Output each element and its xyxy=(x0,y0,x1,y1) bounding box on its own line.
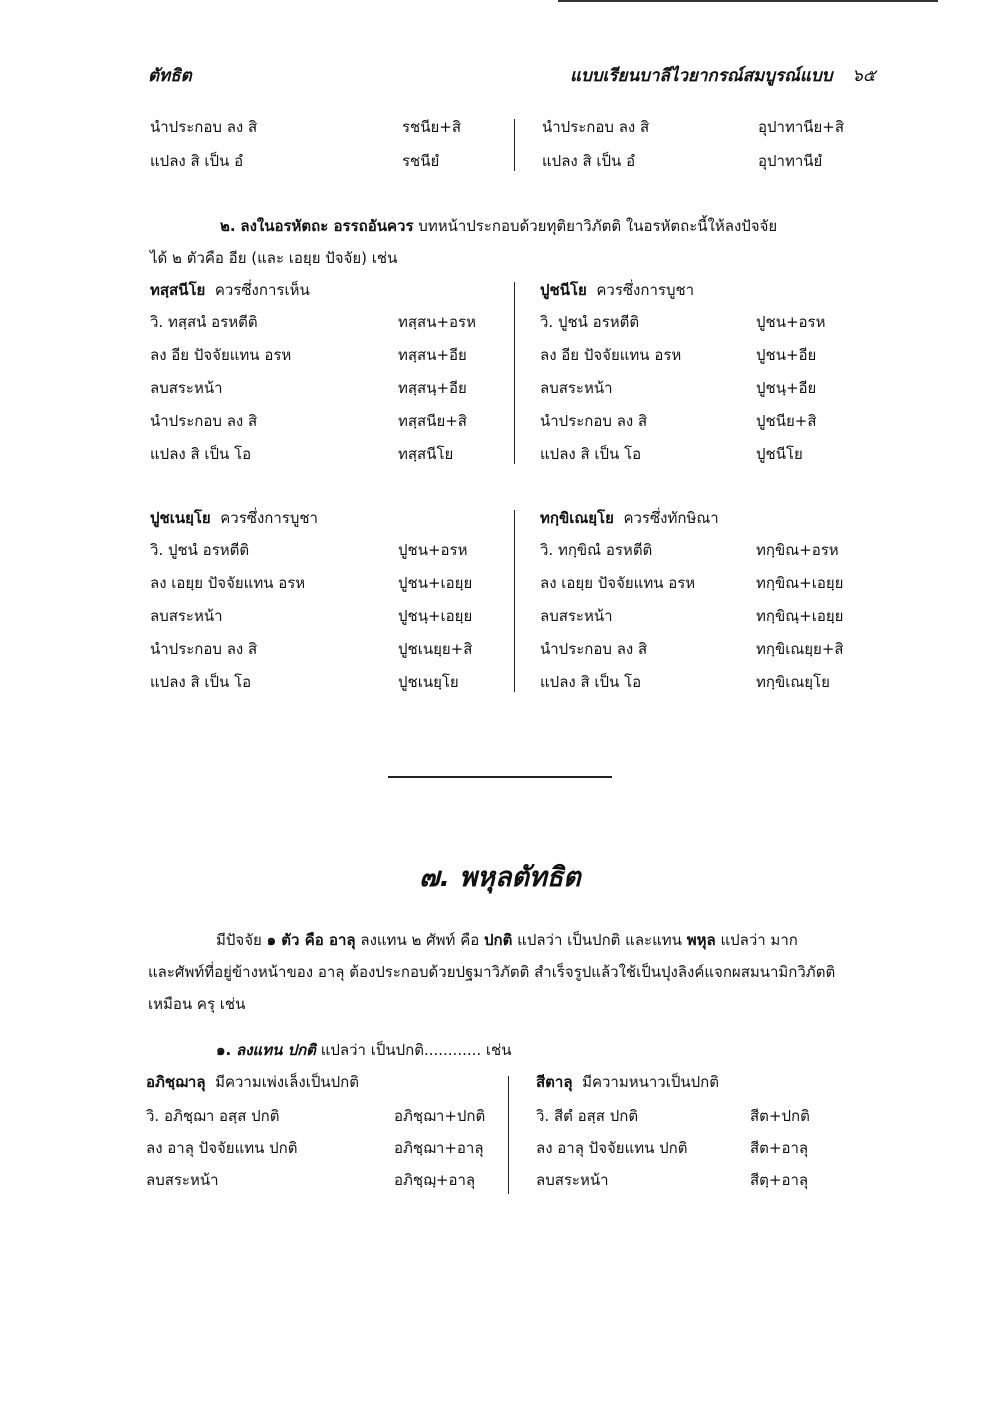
result-text: ทสฺสนฺ+อีย xyxy=(398,379,467,397)
section-text: บทหน้าประกอบด้วยทุติยาวิภัตติ ในอรหัตถะนี้ให้ลงปัจจัย xyxy=(418,217,778,235)
step-text: นำประกอบ ลง สิ xyxy=(150,640,258,658)
column-divider xyxy=(514,510,515,692)
derivation-group-2 xyxy=(150,506,870,706)
chapter-title: ๗. พหุลตัทธิต xyxy=(419,862,581,893)
step-text: ลง อาลุ ปัจจัยแทน ปกติ xyxy=(146,1139,298,1157)
table-row xyxy=(150,442,870,466)
para-text: แปลว่า เป็นปกติ และแทน xyxy=(517,931,682,949)
step-text: นำประกอบ ลง สิ xyxy=(540,412,648,430)
table-row xyxy=(150,637,870,661)
word-title-row xyxy=(146,1070,866,1094)
word-title: สีตาลุ xyxy=(536,1073,573,1091)
word-title: ทสฺสนีโย xyxy=(150,281,206,299)
word-title: ปูชนีโย xyxy=(540,281,587,299)
result-text: ปูชนีย+สิ xyxy=(756,412,817,430)
step-text: วิ. ทกฺขิณํ อรหตีติ xyxy=(540,541,653,559)
table-row xyxy=(150,310,870,334)
step-text: ลง อาลุ ปัจจัยแทน ปกติ xyxy=(536,1139,688,1157)
section-1-heading xyxy=(216,1034,816,1066)
step-text: ลง อีย ปัจจัยแทน อรห xyxy=(540,346,682,364)
step-text: ลง อีย ปัจจัยแทน อรห xyxy=(150,346,292,364)
result-text: ปูชนฺ+อีย xyxy=(756,379,817,397)
para-text: ลงแทน ๒ ศัพท์ คือ xyxy=(360,931,480,949)
step-text: ลง เอยฺย ปัจจัยแทน อรห xyxy=(150,574,306,592)
chapter-7-paragraph xyxy=(148,924,878,1020)
result-text: ปูชน+อรห xyxy=(756,313,826,331)
section-2-paragraph xyxy=(150,210,880,274)
step-text: แปลง สิ เป็น โอ xyxy=(150,673,252,691)
word-meaning: มีความเพ่งเล็งเป็นปกติ xyxy=(215,1073,359,1091)
para-line-3: เหมือน ครุ เช่น xyxy=(148,995,246,1013)
result-text: ทสฺสนีย+สิ xyxy=(398,412,467,430)
result-text: ทกฺขิเณยฺโย xyxy=(756,673,830,691)
result-text: สีตฺ+อาลุ xyxy=(750,1171,809,1189)
top-rule xyxy=(558,0,938,2)
step-text: ลบสระหน้า xyxy=(150,379,223,397)
word-meaning: ควรซึ่งการบูชา xyxy=(596,281,695,299)
word-meaning: มีความหนาวเป็นปกติ xyxy=(582,1073,719,1091)
step-text: แปลง สิ เป็น โอ xyxy=(540,445,642,463)
step-text: นำประกอบ ลง สิ xyxy=(542,118,650,136)
para-bold-text: ปกติ xyxy=(484,931,513,949)
para-bold-text: พหุล xyxy=(686,931,716,949)
para-line-2: และศัพท์ที่อยู่ข้างหน้าของ อาลุ ต้องประกอบด้วยปฐมาวิภัตติ สำเร็จรูปแล้วใช้เป็นปุงลิงค์แจกผสมนามิกวิภัตติ xyxy=(148,963,836,981)
section-heading: ลงแทน ปกติ xyxy=(236,1041,316,1059)
top-rows xyxy=(150,115,870,185)
result-text: ทสฺสน+อีย xyxy=(398,346,467,364)
result-text: ทกฺขิเณยฺย+สิ xyxy=(756,640,844,658)
step-text: ลบสระหน้า xyxy=(536,1171,609,1189)
result-text: อภิชฺฌา+ปกติ xyxy=(394,1107,486,1125)
word-meaning: ควรซึ่งการบูชา xyxy=(220,509,318,527)
para-text: มีปัจจัย xyxy=(216,931,262,949)
result-text: ปูชนฺ+เอยฺย xyxy=(398,607,473,625)
result-text: ทกฺขิณ+อรห xyxy=(756,541,839,559)
result-text: สีต+ปกติ xyxy=(750,1107,810,1125)
step-text: วิ. อภิชฺฌา อสฺส ปกติ xyxy=(146,1107,280,1125)
table-row xyxy=(150,604,870,628)
result-text: อภิชฺฌฺ+อาลุ xyxy=(394,1171,476,1189)
step-text: วิ. ทสฺสนํ อรหตีติ xyxy=(150,313,258,331)
step-text: นำประกอบ ลง สิ xyxy=(150,118,258,136)
step-text: แปลง สิ เป็น โอ xyxy=(540,673,642,691)
column-divider xyxy=(508,1076,509,1194)
derivation-group-1 xyxy=(150,278,870,478)
table-row xyxy=(150,409,870,433)
column-divider xyxy=(514,119,515,171)
word-meaning: ควรซึ่งการเห็น xyxy=(214,281,310,299)
section-text: แปลว่า เป็นปกติ............ เช่น xyxy=(320,1041,512,1059)
result-text: อุปาทานีย+สิ xyxy=(758,118,845,136)
step-text: วิ. สีตํ อสฺส ปกติ xyxy=(536,1107,639,1125)
step-text: ลบสระหน้า xyxy=(540,379,613,397)
step-text: วิ. ปูชนํ อรหตีติ xyxy=(150,541,250,559)
result-text: อภิชฺฌา+อาลุ xyxy=(394,1139,484,1157)
step-text: ลบสระหน้า xyxy=(540,607,613,625)
table-row xyxy=(150,571,870,595)
word-title-row xyxy=(150,506,870,530)
step-text: นำประกอบ ลง สิ xyxy=(540,640,648,658)
word-title: ปูชเนยฺโย xyxy=(150,509,211,527)
page-number: ๖๕ xyxy=(852,66,876,86)
result-text: ทกฺขิณฺ+เอยฺย xyxy=(756,607,844,625)
result-text: ปูชเนยฺย+สิ xyxy=(398,640,473,658)
table-row xyxy=(150,376,870,400)
result-text: รชนีย+สิ xyxy=(402,118,462,136)
word-title: ทกฺขิเณยฺโย xyxy=(540,509,614,527)
result-text: ทสฺสนีโย xyxy=(398,445,454,463)
result-text: ทสฺสน+อรห xyxy=(398,313,476,331)
step-text: แปลง สิ เป็น อํ xyxy=(150,152,244,170)
running-header-right: แบบเรียนบาลีไวยากรณ์สมบูรณ์แบบ xyxy=(570,66,833,86)
step-text: นำประกอบ ลง สิ xyxy=(150,412,258,430)
result-text: รชนียํ xyxy=(402,152,440,170)
step-text: ลบสระหน้า xyxy=(146,1171,219,1189)
result-text: ปูชนีโย xyxy=(756,445,803,463)
para-bold-text: ๑ ตัว คือ อาลุ xyxy=(266,931,356,949)
word-meaning: ควรซึ่งทักษิณา xyxy=(623,509,719,527)
table-row xyxy=(150,149,870,173)
result-text: ปูชเนยฺโย xyxy=(398,673,459,691)
result-text: สีต+อาลุ xyxy=(750,1139,809,1157)
table-row xyxy=(150,115,870,139)
step-text: ลบสระหน้า xyxy=(150,607,223,625)
section-separator xyxy=(388,776,612,778)
section-text-line2: ได้ ๒ ตัวคือ อีย (และ เอยฺย ปัจจัย) เช่น xyxy=(150,249,398,267)
para-text: แปลว่า มาก xyxy=(720,931,798,949)
table-row xyxy=(146,1104,866,1128)
section-heading: ลงในอรหัตถะ อรรถอันควร xyxy=(240,217,414,235)
step-text: แปลง สิ เป็น อํ xyxy=(542,152,636,170)
result-text: ปูชน+อรห xyxy=(398,541,468,559)
table-row xyxy=(150,670,870,694)
word-title-row xyxy=(150,278,870,302)
word-title: อภิชฺฌาลุ xyxy=(146,1073,206,1091)
result-text: ปูชน+อีย xyxy=(756,346,817,364)
table-row xyxy=(150,538,870,562)
step-text: วิ. ปูชนํ อรหตีติ xyxy=(540,313,640,331)
step-text: ลง เอยฺย ปัจจัยแทน อรห xyxy=(540,574,696,592)
table-row xyxy=(150,343,870,367)
section-number: ๑. xyxy=(216,1041,232,1059)
column-divider xyxy=(514,282,515,464)
running-header-left: ตัทธิต xyxy=(148,66,192,86)
result-text: อุปาทานียํ xyxy=(758,152,823,170)
derivation-group-3 xyxy=(146,1070,866,1200)
step-text: แปลง สิ เป็น โอ xyxy=(150,445,252,463)
result-text: ทกฺขิณ+เอยฺย xyxy=(756,574,844,592)
table-row xyxy=(146,1136,866,1160)
section-number: ๒. xyxy=(220,217,236,235)
result-text: ปูชน+เอยฺย xyxy=(398,574,473,592)
table-row xyxy=(146,1168,866,1192)
